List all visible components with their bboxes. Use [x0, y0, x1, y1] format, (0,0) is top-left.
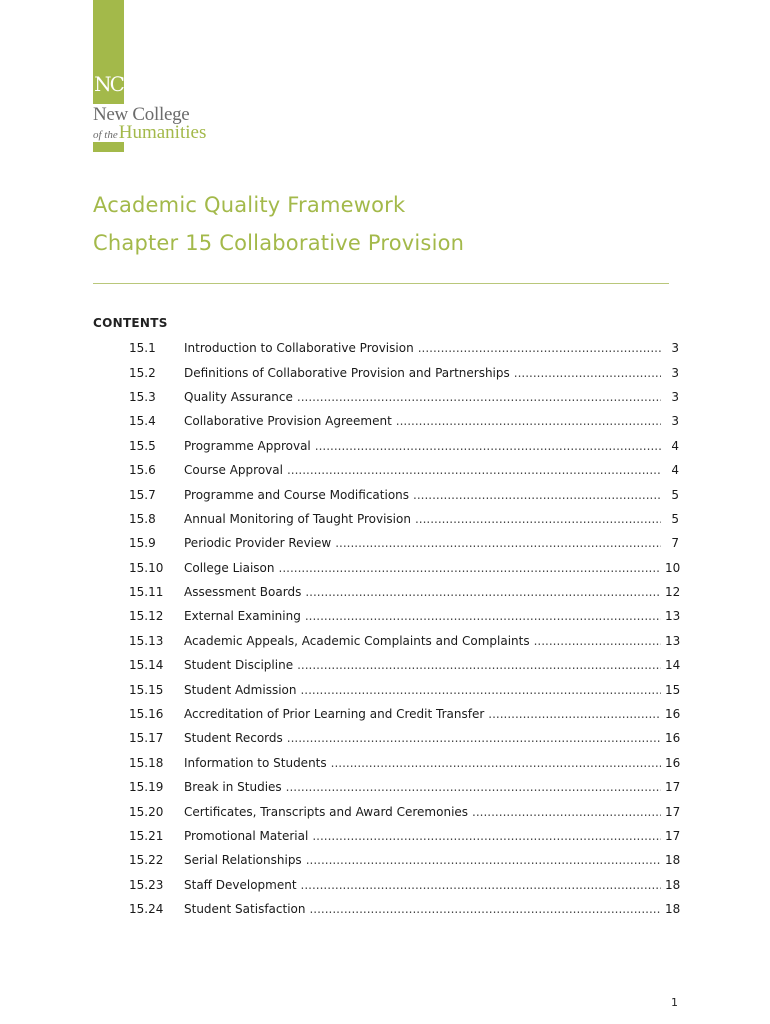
toc-leader-dots [287, 731, 661, 745]
toc-entry-number: 15.17 [129, 731, 164, 746]
toc-entry-page: 17 [665, 780, 681, 795]
toc-entry-page: 13 [665, 609, 681, 624]
toc-entry-title: Break in Studies [184, 780, 282, 795]
logo-name-line1: New College [93, 104, 190, 125]
toc-entry-page: 4 [671, 463, 679, 478]
chapter-title: Chapter 15 Collaborative Provision [93, 231, 465, 255]
toc-entry-page: 15 [665, 682, 681, 697]
toc-entry[interactable] [93, 385, 679, 409]
toc-leader-dots [418, 341, 661, 355]
toc-entry-title: Assessment Boards [184, 585, 302, 600]
toc-entry-number: 15.9 [129, 536, 156, 551]
toc-entry-title: Quality Assurance [184, 389, 293, 404]
toc-entry[interactable] [93, 702, 679, 726]
toc-entry-page: 16 [665, 707, 681, 722]
toc-entry[interactable] [93, 848, 679, 872]
toc-entry-number: 15.5 [129, 438, 156, 453]
toc-leader-dots [331, 756, 661, 770]
toc-entry-title: External Examining [184, 609, 301, 624]
toc-entry-number: 15.8 [129, 511, 156, 526]
toc-entry-number: 15.22 [129, 853, 164, 868]
contents-heading: CONTENTS [93, 316, 168, 330]
toc-entry-page: 3 [671, 341, 679, 356]
toc-entry-title: College Liaison [184, 560, 275, 575]
toc-entry[interactable] [93, 336, 679, 360]
toc-entry-number: 15.1 [129, 341, 156, 356]
toc-entry-title: Information to Students [184, 755, 327, 770]
toc-entry-number: 15.12 [129, 609, 164, 624]
toc-entry[interactable] [93, 458, 679, 482]
title-divider [93, 283, 669, 284]
toc-entry-page: 18 [665, 902, 681, 917]
logo-wordmark [93, 104, 253, 142]
toc-entry-page: 3 [671, 389, 679, 404]
logo-name-line2 [93, 123, 253, 142]
toc-entry[interactable] [93, 653, 679, 677]
toc-leader-dots [335, 536, 661, 550]
toc-leader-dots [472, 805, 661, 819]
toc-entry[interactable] [93, 873, 679, 897]
toc-entry-title: Academic Appeals, Academic Complaints and Complaints [184, 633, 530, 648]
toc-leader-dots [309, 902, 661, 916]
toc-entry-title: Programme Approval [184, 438, 311, 453]
toc-entry-title: Student Satisfaction [184, 902, 306, 917]
toc-leader-dots [286, 780, 661, 794]
toc-entry-title: Annual Monitoring of Taught Provision [184, 511, 411, 526]
toc-entry-number: 15.3 [129, 389, 156, 404]
toc-leader-dots [305, 585, 661, 599]
toc-entry-page: 5 [671, 511, 679, 526]
toc-entry-title: Student Discipline [184, 658, 294, 673]
toc-entry[interactable] [93, 677, 679, 701]
toc-entry-number: 15.20 [129, 804, 164, 819]
toc-entry-page: 5 [671, 487, 679, 502]
logo-name-main: Humanities [118, 122, 207, 143]
toc-entry-page: 13 [665, 633, 681, 648]
toc-leader-dots [306, 853, 661, 867]
toc-leader-dots [300, 683, 661, 697]
toc-entry-number: 15.19 [129, 780, 164, 795]
logo-name-prefix: of the [93, 129, 118, 141]
toc-entry-title: Student Admission [184, 682, 297, 697]
toc-entry[interactable] [93, 531, 679, 555]
toc-leader-dots [305, 609, 661, 623]
toc-entry[interactable] [93, 482, 679, 506]
toc-entry-page: 16 [665, 755, 681, 770]
toc-entry-title: Certificates, Transcripts and Award Ceremonies [184, 804, 469, 819]
toc-entry-number: 15.16 [129, 707, 164, 722]
toc-entry-number: 15.7 [129, 487, 156, 502]
toc-entry-number: 15.6 [129, 463, 156, 478]
toc-leader-dots [279, 561, 662, 575]
toc-leader-dots [488, 707, 661, 721]
toc-entry-page: 12 [665, 585, 681, 600]
page-number: 1 [671, 996, 678, 1009]
table-of-contents [93, 336, 679, 921]
toc-leader-dots [297, 658, 661, 672]
toc-leader-dots [534, 634, 661, 648]
toc-entry-page: 18 [665, 853, 681, 868]
toc-entry-number: 15.14 [129, 658, 164, 673]
toc-entry-number: 15.13 [129, 633, 164, 648]
toc-entry[interactable] [93, 824, 679, 848]
toc-entry-title: Collaborative Provision Agreement [184, 414, 392, 429]
toc-leader-dots [514, 366, 661, 380]
toc-entry-title: Serial Relationships [184, 853, 302, 868]
toc-entry-number: 15.18 [129, 755, 164, 770]
toc-entry-page: 18 [665, 877, 681, 892]
toc-entry[interactable] [93, 409, 679, 433]
toc-leader-dots [297, 390, 661, 404]
toc-entry-title: Student Records [184, 731, 283, 746]
toc-entry-page: 17 [665, 804, 681, 819]
logo-monogram [93, 64, 124, 104]
toc-entry-number: 15.4 [129, 414, 156, 429]
toc-entry-title: Introduction to Collaborative Provision [184, 341, 414, 356]
toc-entry-title: Promotional Material [184, 829, 309, 843]
toc-entry-title: Programme and Course Modifications [184, 487, 410, 502]
logo-monogram-text: NC [94, 72, 123, 96]
toc-entry[interactable] [93, 897, 679, 921]
toc-entry[interactable] [93, 507, 679, 531]
toc-entry[interactable] [93, 751, 679, 775]
toc-entry-page: 3 [671, 414, 679, 429]
document-title: Academic Quality Framework [93, 193, 406, 217]
toc-entry[interactable] [93, 604, 679, 628]
toc-entry-title: Accreditation of Prior Learning and Credit Transfer [184, 707, 485, 722]
toc-leader-dots [301, 878, 661, 892]
toc-entry[interactable] [93, 556, 679, 580]
toc-entry[interactable] [93, 775, 679, 799]
toc-leader-dots [413, 488, 661, 502]
toc-leader-dots [396, 414, 661, 428]
toc-entry-title: Periodic Provider Review [184, 536, 332, 551]
toc-entry[interactable] [93, 629, 679, 653]
toc-entry-page: 10 [665, 560, 681, 575]
toc-leader-dots [287, 463, 661, 477]
toc-entry[interactable] [93, 434, 679, 458]
toc-leader-dots [312, 829, 661, 843]
toc-entry-number: 15.2 [129, 365, 156, 380]
logo-band-bottom [93, 143, 124, 152]
toc-entry[interactable] [93, 580, 679, 604]
toc-entry[interactable] [93, 726, 679, 750]
toc-entry[interactable] [93, 360, 679, 384]
toc-entry-number: 15.21 [129, 829, 164, 843]
toc-entry[interactable] [93, 799, 679, 823]
toc-entry-number: 15.23 [129, 877, 164, 892]
toc-entry-page: 3 [671, 365, 679, 380]
toc-entry-number: 15.10 [129, 560, 164, 575]
toc-entry-number: 15.11 [129, 585, 164, 600]
toc-entry-page: 16 [665, 731, 681, 746]
toc-entry-number: 15.15 [129, 682, 164, 697]
toc-leader-dots [315, 439, 661, 453]
toc-entry-page: 7 [671, 536, 679, 551]
toc-entry-page: 4 [671, 438, 679, 453]
toc-entry-title: Staff Development [184, 877, 297, 892]
toc-entry-title: Definitions of Collaborative Provision and Partnerships [184, 365, 510, 380]
toc-entry-title: Course Approval [184, 463, 283, 478]
toc-entry-page: 14 [665, 658, 681, 673]
toc-leader-dots [415, 512, 661, 526]
toc-entry-number: 15.24 [129, 902, 164, 917]
toc-entry-page: 17 [665, 829, 681, 843]
